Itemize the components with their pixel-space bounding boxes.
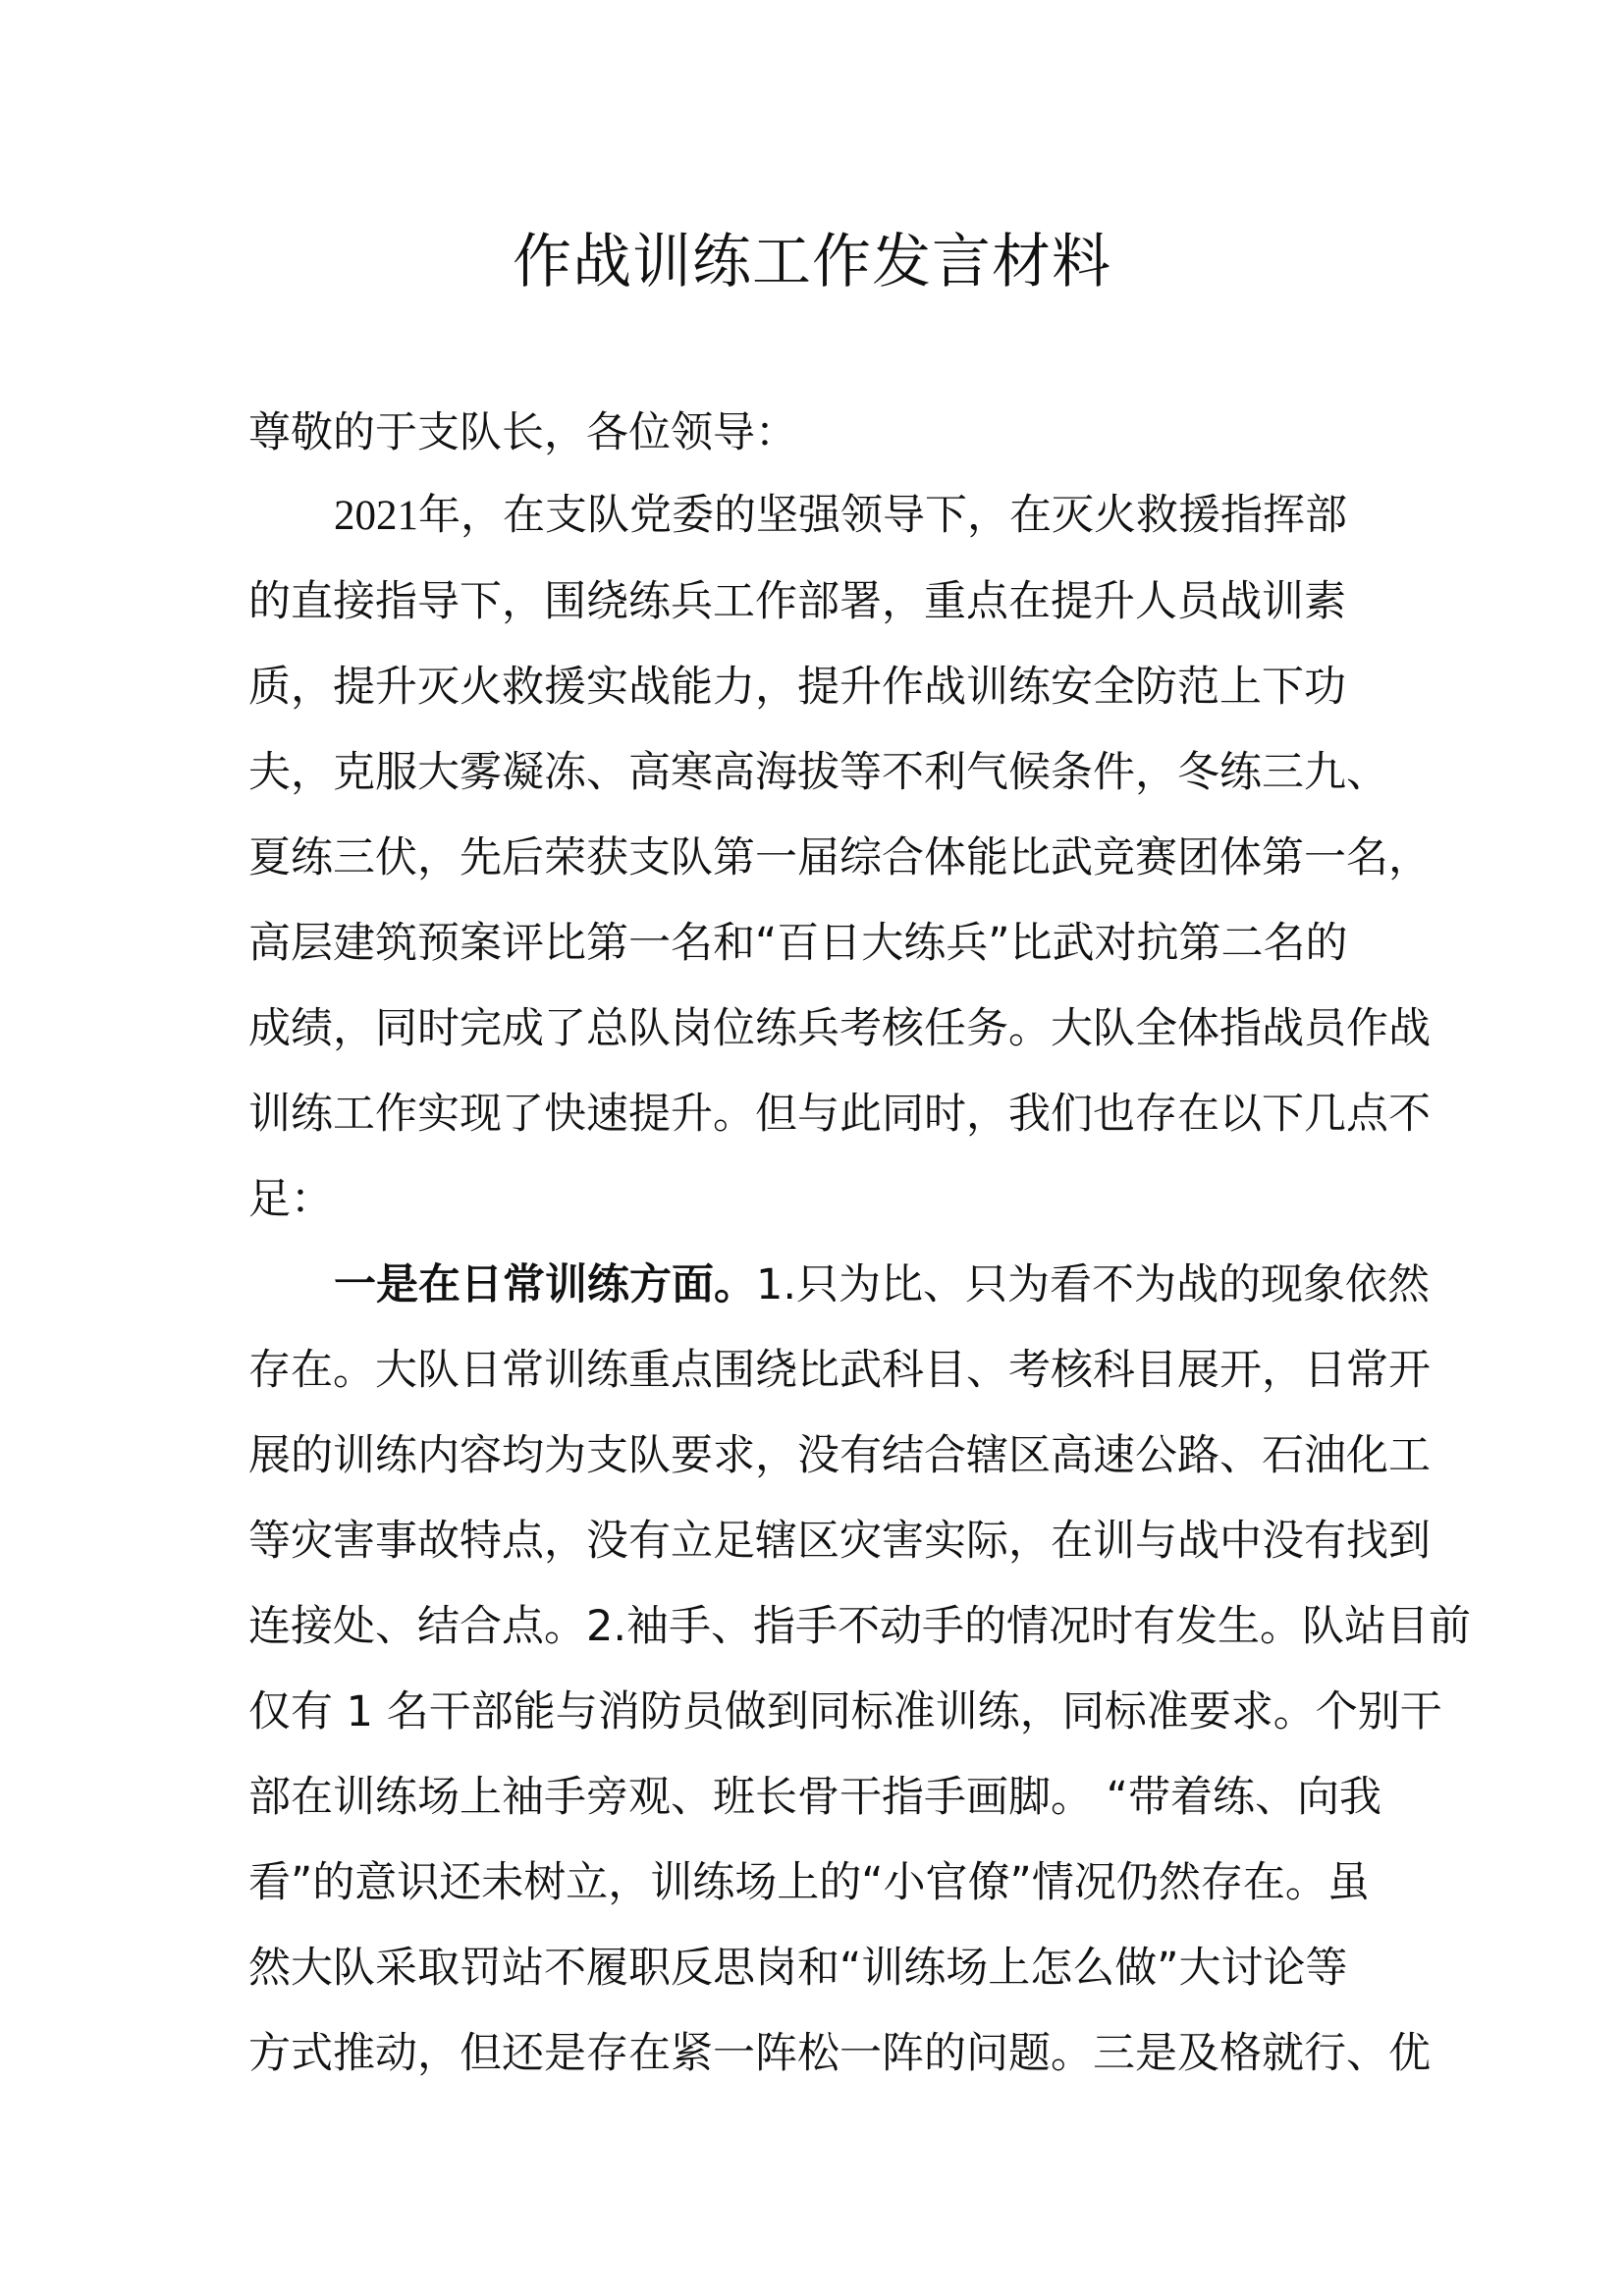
paragraph2-line-1-text: 1.只为比、只为看不为战的现象依然 <box>756 1260 1431 1309</box>
paragraph2-lead-heading: 一是在日常训练方面。 <box>334 1260 756 1309</box>
paragraph2-line-2: 存在。大队日常训练重点围绕比武科目、考核科目展开，日常开 <box>248 1346 1431 1395</box>
paragraph1-line-7: 成绩，同时完成了总队岗位练兵考核任务。大队全体指战员作战 <box>248 1004 1431 1053</box>
paragraph1-line-6: 高层建筑预案评比第一名和“百日大练兵”比武对抗第二名的 <box>248 919 1348 968</box>
paragraph2-line-9: 然大队采取罚站不履职反思岗和“训练场上怎么做”大讨论等 <box>248 1944 1348 1993</box>
paragraph2-line-7: 部在训练场上袖手旁观、班长骨干指手画脚。 “带着练、向我 <box>248 1773 1381 1822</box>
paragraph2-line-6: 仅有 1 名干部能与消防员做到同标准训练，同标准要求。个别干 <box>248 1687 1442 1736</box>
paragraph1-line-1 <box>334 472 1378 560</box>
paragraph1-line-2: 的直接指导下，围绕练兵工作部署，重点在提升人员战训素 <box>248 577 1346 626</box>
paragraph2-line-10: 方式推动，但还是存在紧一阵松一阵的问题。三是及格就行、优 <box>248 2029 1431 2078</box>
document-title: 作战训练工作发言材料 <box>513 228 1111 296</box>
paragraph2-line-1 <box>334 1242 1431 1328</box>
paragraph2-line-3: 展的训练内容均为支队要求，没有结合辖区高速公路、石油化工 <box>248 1431 1431 1480</box>
paragraph1-line-4: 夫，克服大雾凝冻、高寒高海拔等不利气候条件，冬练三九、 <box>248 748 1388 797</box>
paragraph2-line-8: 看”的意识还未树立，训练场上的“小官僚”情况仍然存在。虽 <box>248 1858 1370 1907</box>
paragraph1-line-1-text: 年，在支队党委的坚强领导下，在灭火救援指挥部 <box>418 491 1347 540</box>
salutation: 尊敬的于支队长，各位领导： <box>248 408 797 457</box>
paragraph1-line-5: 夏练三伏，先后荣获支队第一届综合体能比武竞赛团体第一名， <box>248 833 1431 882</box>
paragraph1-line-3: 质，提升灭火救援实战能力，提升作战训练安全防范上下功 <box>248 663 1346 712</box>
paragraph2-line-5: 连接处、结合点。2.袖手、指手不动手的情况时有发生。队站目前 <box>248 1602 1472 1651</box>
year-number: 2021 <box>334 493 418 539</box>
paragraph1-line-9: 足： <box>248 1175 333 1224</box>
paragraph1-line-8: 训练工作实现了快速提升。但与此同时，我们也存在以下几点不 <box>248 1090 1431 1139</box>
paragraph2-line-4: 等灾害事故特点，没有立足辖区灾害实际，在训与战中没有找到 <box>248 1517 1431 1566</box>
